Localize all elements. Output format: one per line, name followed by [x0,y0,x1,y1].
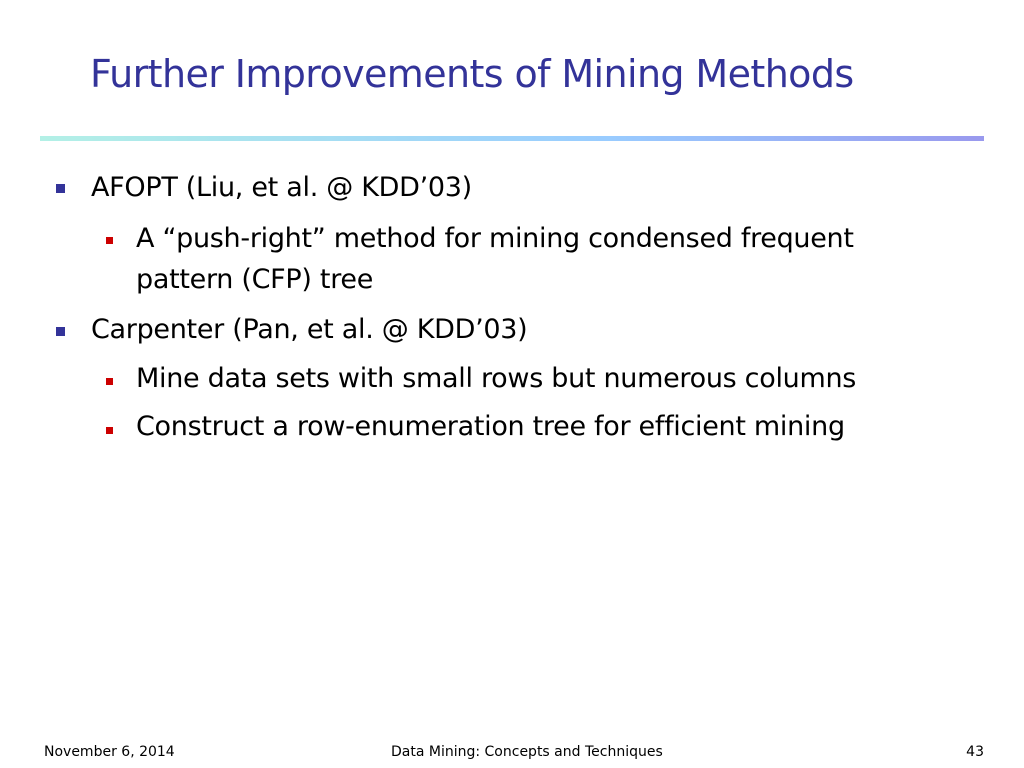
sub-bullet-text-continued: pattern (CFP) tree [136,264,374,295]
bullet-square-icon [56,184,65,193]
title-divider [40,136,984,141]
footer-course-title: Data Mining: Concepts and Techniques [391,744,663,760]
sub-bullet-square-icon [106,378,113,385]
sub-bullet-square-icon [106,237,113,244]
bullet-square-icon [56,327,65,336]
sub-bullet-square-icon [106,427,113,434]
footer-date: November 6, 2014 [44,744,175,760]
bullet-text: AFOPT (Liu, et al. @ KDD’03) [91,172,472,203]
footer-page-number: 43 [966,744,984,760]
sub-bullet-text: A “push-right” method for mining condensed frequent [136,223,854,254]
slide-title: Further Improvements of Mining Methods [90,52,854,96]
sub-bullet-text: Construct a row-enumeration tree for efficient mining [136,411,845,442]
sub-bullet-text: Mine data sets with small rows but numerous columns [136,363,857,394]
bullet-text: Carpenter (Pan, et al. @ KDD’03) [91,314,528,345]
